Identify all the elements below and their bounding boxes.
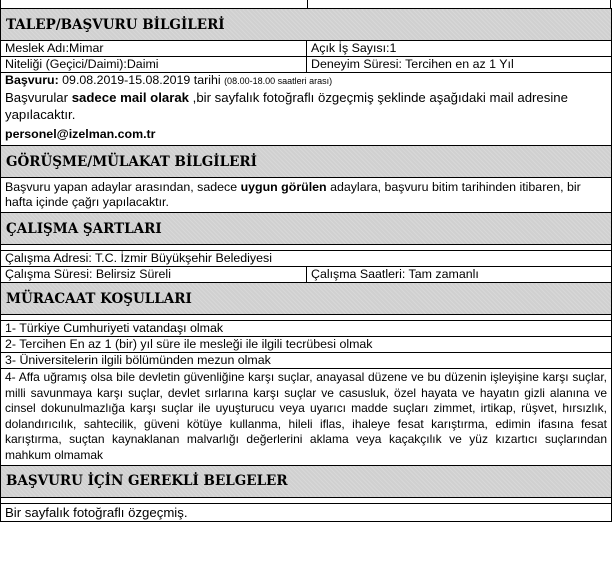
section-title: ÇALIŞMA ŞARTLARI xyxy=(1,213,612,245)
deneyim-cell: Deneyim Süresi: Tercihen en az 1 Yıl xyxy=(307,57,612,73)
row-basvuru xyxy=(1,73,612,146)
basvuru-dates: 09.08.2019-15.08.2019 tarihi xyxy=(58,73,225,87)
section-header-muracaat xyxy=(1,283,612,315)
condition-2: 2- Tercihen En az 1 (bir) yıl süre ile mesleği ile ilgili tecrübesi olmak xyxy=(1,337,612,353)
basvuru-label: Başvuru: xyxy=(5,73,59,87)
basvuru-hours: (08.00-18.00 saatleri arası) xyxy=(224,76,333,86)
instructions-bold: sadece mail olarak xyxy=(71,90,189,105)
niteligi-cell: Niteliği (Geçici/Daimi):Daimi xyxy=(1,57,307,73)
sure-cell: Çalışma Süresi: Belirsiz Süreli xyxy=(1,267,307,283)
section-header-gorusme xyxy=(1,146,612,178)
section-header-belgeler xyxy=(1,465,612,497)
list-item xyxy=(1,321,612,337)
saat-cell: Çalışma Saatleri: Tam zamanlı xyxy=(307,267,612,283)
basvuru-instructions xyxy=(5,89,607,123)
gorusme-post: adaylara, başvuru bitim tarihinden itibaren, bir hafta içinde çağrı yapılacaktır. xyxy=(5,180,581,209)
belgeler-cell: Bir sayfalık fotoğraflı özgeçmiş. xyxy=(1,503,612,521)
section-title: TALEP/BAŞVURU BİLGİLERİ xyxy=(1,9,612,41)
row-adres xyxy=(1,251,612,267)
list-item xyxy=(1,337,612,353)
instructions-post: ,bir sayfalık fotoğraflı özgeçmiş şeklinde aşağıdaki mail adresine yapılacaktır. xyxy=(5,90,568,122)
section-title: GÖRÜŞME/MÜLAKAT BİLGİLERİ xyxy=(1,146,612,178)
meslek-cell: Meslek Adı:Mimar xyxy=(1,41,307,57)
list-item xyxy=(1,369,612,466)
acik-is-cell: Açık İş Sayısı:1 xyxy=(307,41,612,57)
gorusme-cell xyxy=(1,178,612,213)
gorusme-bold: uygun görülen xyxy=(240,180,327,194)
gorusme-pre: Başvuru yapan adaylar arasından, sadece xyxy=(5,180,241,194)
condition-1: 1- Türkiye Cumhuriyeti vatandaşı olmak xyxy=(1,321,612,337)
row-gorusme-text xyxy=(1,178,612,213)
section-title: BAŞVURU İÇİN GEREKLİ BELGELER xyxy=(1,465,612,497)
instructions-pre: Başvurular xyxy=(5,90,72,105)
section-title: MÜRACAAT KOŞULLARI xyxy=(1,283,612,315)
previous-table-remnant xyxy=(0,0,611,8)
row-meslek xyxy=(1,41,612,57)
section-header-calisma xyxy=(1,213,612,245)
contact-email: personel@izelman.com.tr xyxy=(5,127,156,141)
row-sure-saat xyxy=(1,267,612,283)
condition-3: 3- Üniversitelerin ilgili bölümünden mezun olmak xyxy=(1,353,612,369)
basvuru-cell xyxy=(1,73,612,146)
row-belgeler xyxy=(1,503,612,521)
adres-cell: Çalışma Adresi: T.C. İzmir Büyükşehir Belediyesi xyxy=(1,251,612,267)
list-item xyxy=(1,353,612,369)
basvuru-dates-line xyxy=(5,73,607,89)
condition-4: 4- Affa uğramış olsa bile devletin güvenliğine karşı suçlar, anayasal düzene ve bu düzenin işleyişine karşı suçlar, milli savunmaya karşı suçlar, devlet sırlarına karşı suçlar ve casusluk, özel hayata ve hayatın gizli alanına ve cinsel dokunulmazlığa karşı suçlar ile uyuşturucu veya uyarıcı madde suçları zimmet, irtikap, rüşvet, hırsızlık, dolandırıcılık, sahtecilik, güveni kötüye kullanma, hileli iflas, ihaleye fesat karıştırma, edimin ifasına fesat karıştırma, suçtan kaynaklanan malvarlığı değerlerini aklama veya kaçakçılık ve yüz kızartıcı suçlarından mahkum olmamak xyxy=(1,369,612,466)
section-header-talep xyxy=(1,9,612,41)
row-niteligi xyxy=(1,57,612,73)
job-info-table xyxy=(0,8,612,522)
